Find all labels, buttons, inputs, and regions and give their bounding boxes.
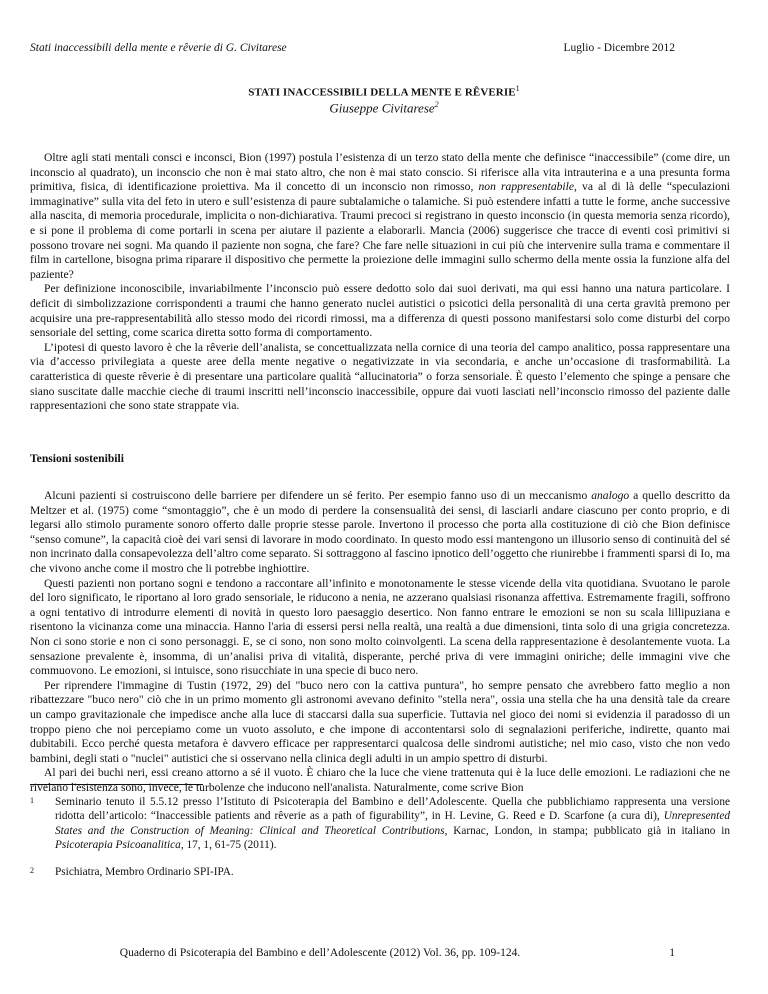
title-footnote-marker: 1	[515, 84, 520, 93]
author-footnote-marker: 2	[434, 99, 439, 109]
section-paragraph-2: Questi pazienti non portano sogni e tendono a raccontare all’infinito e monotonamente le stesse vicende della vita quotidiana. Svuotano le parole del loro significato, le riportano al loro grado sensoriale, le riducono a nenia, ne azzerano qualsiasi risonanza affettiva. Estremamente fragili, soffrono a ogni tentativo di introdurre elementi di novità in questo loro paesaggio desertico. Non fanno entrare le emozioni se non su scala lillipuziana e risentono la vicinanza come una minaccia. Hanno l'aria di essersi persi nella realtà, una realtà a due dimensioni, tinta solo di una grigia concretezza. Non ci sono storie e non ci sono personaggi. E, se ci sono, non sono molto coinvolgenti. La scena della rappresentazione è desolantemente vuota. La sensazione prevalente è, insomma, di un’analisi priva di vitalità, disperante, perché priva di vere immagini oniriche; delle immagini vive che commuovono. Le emozioni, si intuisce, sono risucchiate in una specie di buco nero.	[30, 576, 730, 678]
footnote-1-book-title: Unrepresented States and the Construction of Meaning: Clinical and Theoretical Contributions	[55, 810, 730, 837]
section-p1-text-b: a quello descritto da Meltzer et al. (1975) come “smontaggio”, che è un modo di perdere la consensualità dei sensi, di lasciarli andare ciascuno per conto proprio, e di legarsi allo stimolo puramente sonoro offerto dalle proprie stesse parole. Invertono il processo che porta alla costituzione di ciò che Bion definisce “senso comune”, la capacità cioè dei vari sensi di lavorare in modo coordinato. In questo modo essi mantengono un illusorio senso di continuità del sé non incrinato dalla consapevolezza dell’altro come separato. Si sottraggono al fascino ipnotico dell’oggetto che riunirebbe i frammenti sparsi di Io, ma che vivono anche come il mostro che li potrebbe inghiottire.	[30, 489, 730, 575]
section-heading: Tensioni sostenibili	[30, 452, 124, 465]
footnote-1-text-a: Seminario tenuto il 5.5.12 presso l’Istituto di Psicoterapia del Bambino e dell’Adolescente. Quella che pubblichiamo rappresenta una versione ridotta dell’articolo: “Inaccessible patients and rêverie as a path of figurability”, in H. Levine, G. Reed e D. Scarfone (a cura di),	[55, 796, 730, 823]
author-name	[0, 100, 768, 116]
intro-p1-text-a: Oltre agli stati mentali consci e inconsci, Bion (1997) postula l’esistenza di un terzo stato della mente che definisce “inaccessibile” (come dire, un inconscio al quadrato), un inconscio che non è mai stato altro, che non è mai stato conscio. Si riferisce alla vita intrauterina e a una presunta forma primitiva, fisica, di identificazione proiettiva. Ma il concetto di un inconscio non rimosso,	[30, 151, 730, 194]
author-name-text: Giuseppe Civitarese	[329, 99, 435, 115]
section-body	[30, 489, 730, 795]
intro-paragraph-1	[30, 151, 730, 282]
running-header-right: Luglio - Dicembre 2012	[563, 42, 675, 54]
footnote-1-text-c: , 17, 1, 61-75 (2011).	[180, 839, 277, 852]
title-block	[0, 84, 768, 116]
footnote-1	[30, 795, 730, 853]
running-header-left: Stati inaccessibili della mente e rêverie di G. Civitarese	[30, 42, 287, 54]
section-paragraph-4: Al pari dei buchi neri, essi creano attorno a sé il vuoto. È chiaro che la luce che viene trattenuta qui è la luce delle emozioni. Le radiazioni che ne rivelano l'esistenza sono, invece, le turbolenze che inducono nell'analista. Naturalmente, come scrive Bion	[30, 766, 730, 794]
article-title	[0, 84, 768, 99]
footnote-1-text-b: , Karnac, London, in stampa; pubblicato già in italiano in	[444, 824, 730, 837]
page-number: 1	[669, 947, 675, 959]
article-title-text: STATI INACCESSIBILI DELLA MENTE E RÊVERIE	[248, 86, 516, 99]
section-p1-text-a: Alcuni pazienti si costruiscono delle barriere per difendere un sé ferito. Per esempio fanno uso di un meccanismo	[44, 489, 592, 502]
footnote-2-text: Psichiatra, Membro Ordinario SPI-IPA.	[55, 866, 234, 878]
section-paragraph-1	[30, 489, 730, 577]
footnote-1-journal-title: Psicoterapia Psicoanalitica	[55, 839, 181, 852]
footnote-1-number: 1	[30, 796, 34, 805]
intro-p1-emphasis: non rappresentabile	[478, 180, 575, 194]
intro-p1-text-b: , va al di là delle “speculazioni immaginative” sulla vita del feto in utero e sull’esistenza di paure subtalamiche o talamiche. Si può estendere infatti a tutte le forme, anche successive alla nascita, di memoria procedurale, implicita o non-dichiarativa. Traumi precoci si registrano in questo inconscio (in questa memoria senza ricordo), e si pone il problema di come portarli in scena per aiutare il paziente a elaborarli. Mancia (2006) suggerisce che tracce di eventi così primitivi si possono trovare nei sogni. Ma quando il paziente non sogna, che fare? Che fare nelle situazioni in cui più che intervenire sulla trama e commentare il film in cartellone, bisogna prima riparare il dispositivo che permette la proiezione delle immagini sullo schermo della mente ossia la funzione alfa del paziente?	[30, 180, 730, 281]
section-p1-emphasis: analogo	[591, 489, 630, 502]
footnote-2	[30, 865, 730, 879]
intro-paragraph-2: Per definizione inconoscibile, invariabilmente l’inconscio può essere dedotto solo dai suoi derivati, ma qui essi hanno una natura particolare. I deficit di simbolizzazione corrispondenti a traumi che hanno generato nuclei autistici o psicotici della personalità di una certa gravità premono per acquisire una pre-rappresentabilità allo stesso modo dei ricordi rimossi, ma a differenza di questi possono manifestarsi solo come disturbi del corpo sensoriale del setting, come scarica diretta sotto forma di comportamento.	[30, 282, 730, 340]
footnote-1-text	[55, 795, 730, 853]
intro-paragraph-3: L’ipotesi di questo lavoro è che la rêverie dell’analista, se concettualizzata nella cornice di una teoria del campo analitico, possa rappresentare una via d’accesso privilegiata a queste aree della mente negative o negativizzate in via secondaria, e anche un’occasione di trasformabilità. La caratteristica di queste rêverie è di presentare una particolare qualità “allucinatoria” o forza sensoriale. È questo l’elemento che spinge a pensare che siano suscitate dalle macchie cieche di traumi inscritti nell’inconscio inaccessibile, oppure dai vuoti lasciati nell’inconscio rimosso del paziente dalle rappresentazioni che sono state strappate via.	[30, 340, 730, 413]
section-paragraph-3: Per riprendere l'immagine di Tustin (1972, 29) del "buco nero con la cattiva puntura", ho sempre pensato che avrebbero fatto meglio a non ribattezzare "buco nero" ciò che in un primo momento gli astronomi avevano definito "stella nera", ossia una stella che ha una densità tale da creare un campo gravitazionale che impedisce anche alla luce di staccarsi dalla sua superficie. Tuttavia nel gioco dei nomi si evidenzia il paradosso di un troppo pieno che noi percepiamo come un vuoto assoluto, e che impone di accontentarsi solo di segnalazioni periferiche, indirette, quanto mai dubitabili. Ecco perché questa metafora è davvero efficace per rappresentarci qualcosa delle sindromi autistiche; nel mio caso, visto che non vedo bambini, degli stati o "nuclei" autistici che si osservano nella clinica degli adulti in un ampio spettro di disturbi.	[30, 678, 730, 765]
intro-section	[30, 151, 730, 414]
footnote-2-number: 2	[30, 866, 34, 875]
footnote-separator	[30, 784, 203, 785]
footer-journal-citation: Quaderno di Psicoterapia del Bambino e dell’Adolescente (2012) Vol. 36, pp. 109-124.	[119, 947, 521, 959]
